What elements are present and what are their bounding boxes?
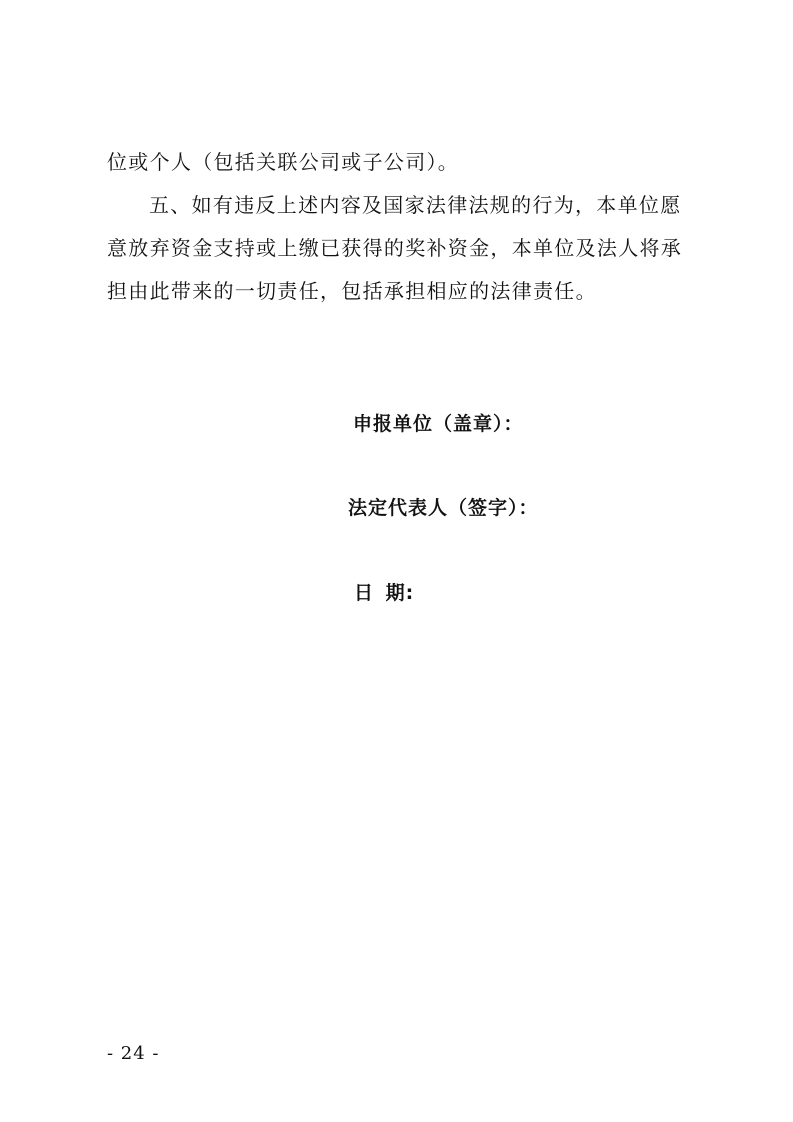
date-label: 日 期: bbox=[354, 582, 415, 604]
paragraph-clause-five: 五、如有违反上述内容及国家法律法规的行为，本单位愿意放弃资金支持或上缴已获得的奖补资金，本单位及法人将承担由此带来的一切责任，包括承担相应的法律责任。 bbox=[107, 193, 683, 303]
legal-representative-signature-label: 法定代表人（签字）： bbox=[348, 497, 539, 519]
paragraph-continuation: 位或个人（包括关联公司或子公司）。 bbox=[107, 150, 460, 174]
applicant-unit-seal-label: 申报单位（盖章）： bbox=[353, 413, 524, 435]
page-number: - 24 - bbox=[107, 1043, 160, 1064]
